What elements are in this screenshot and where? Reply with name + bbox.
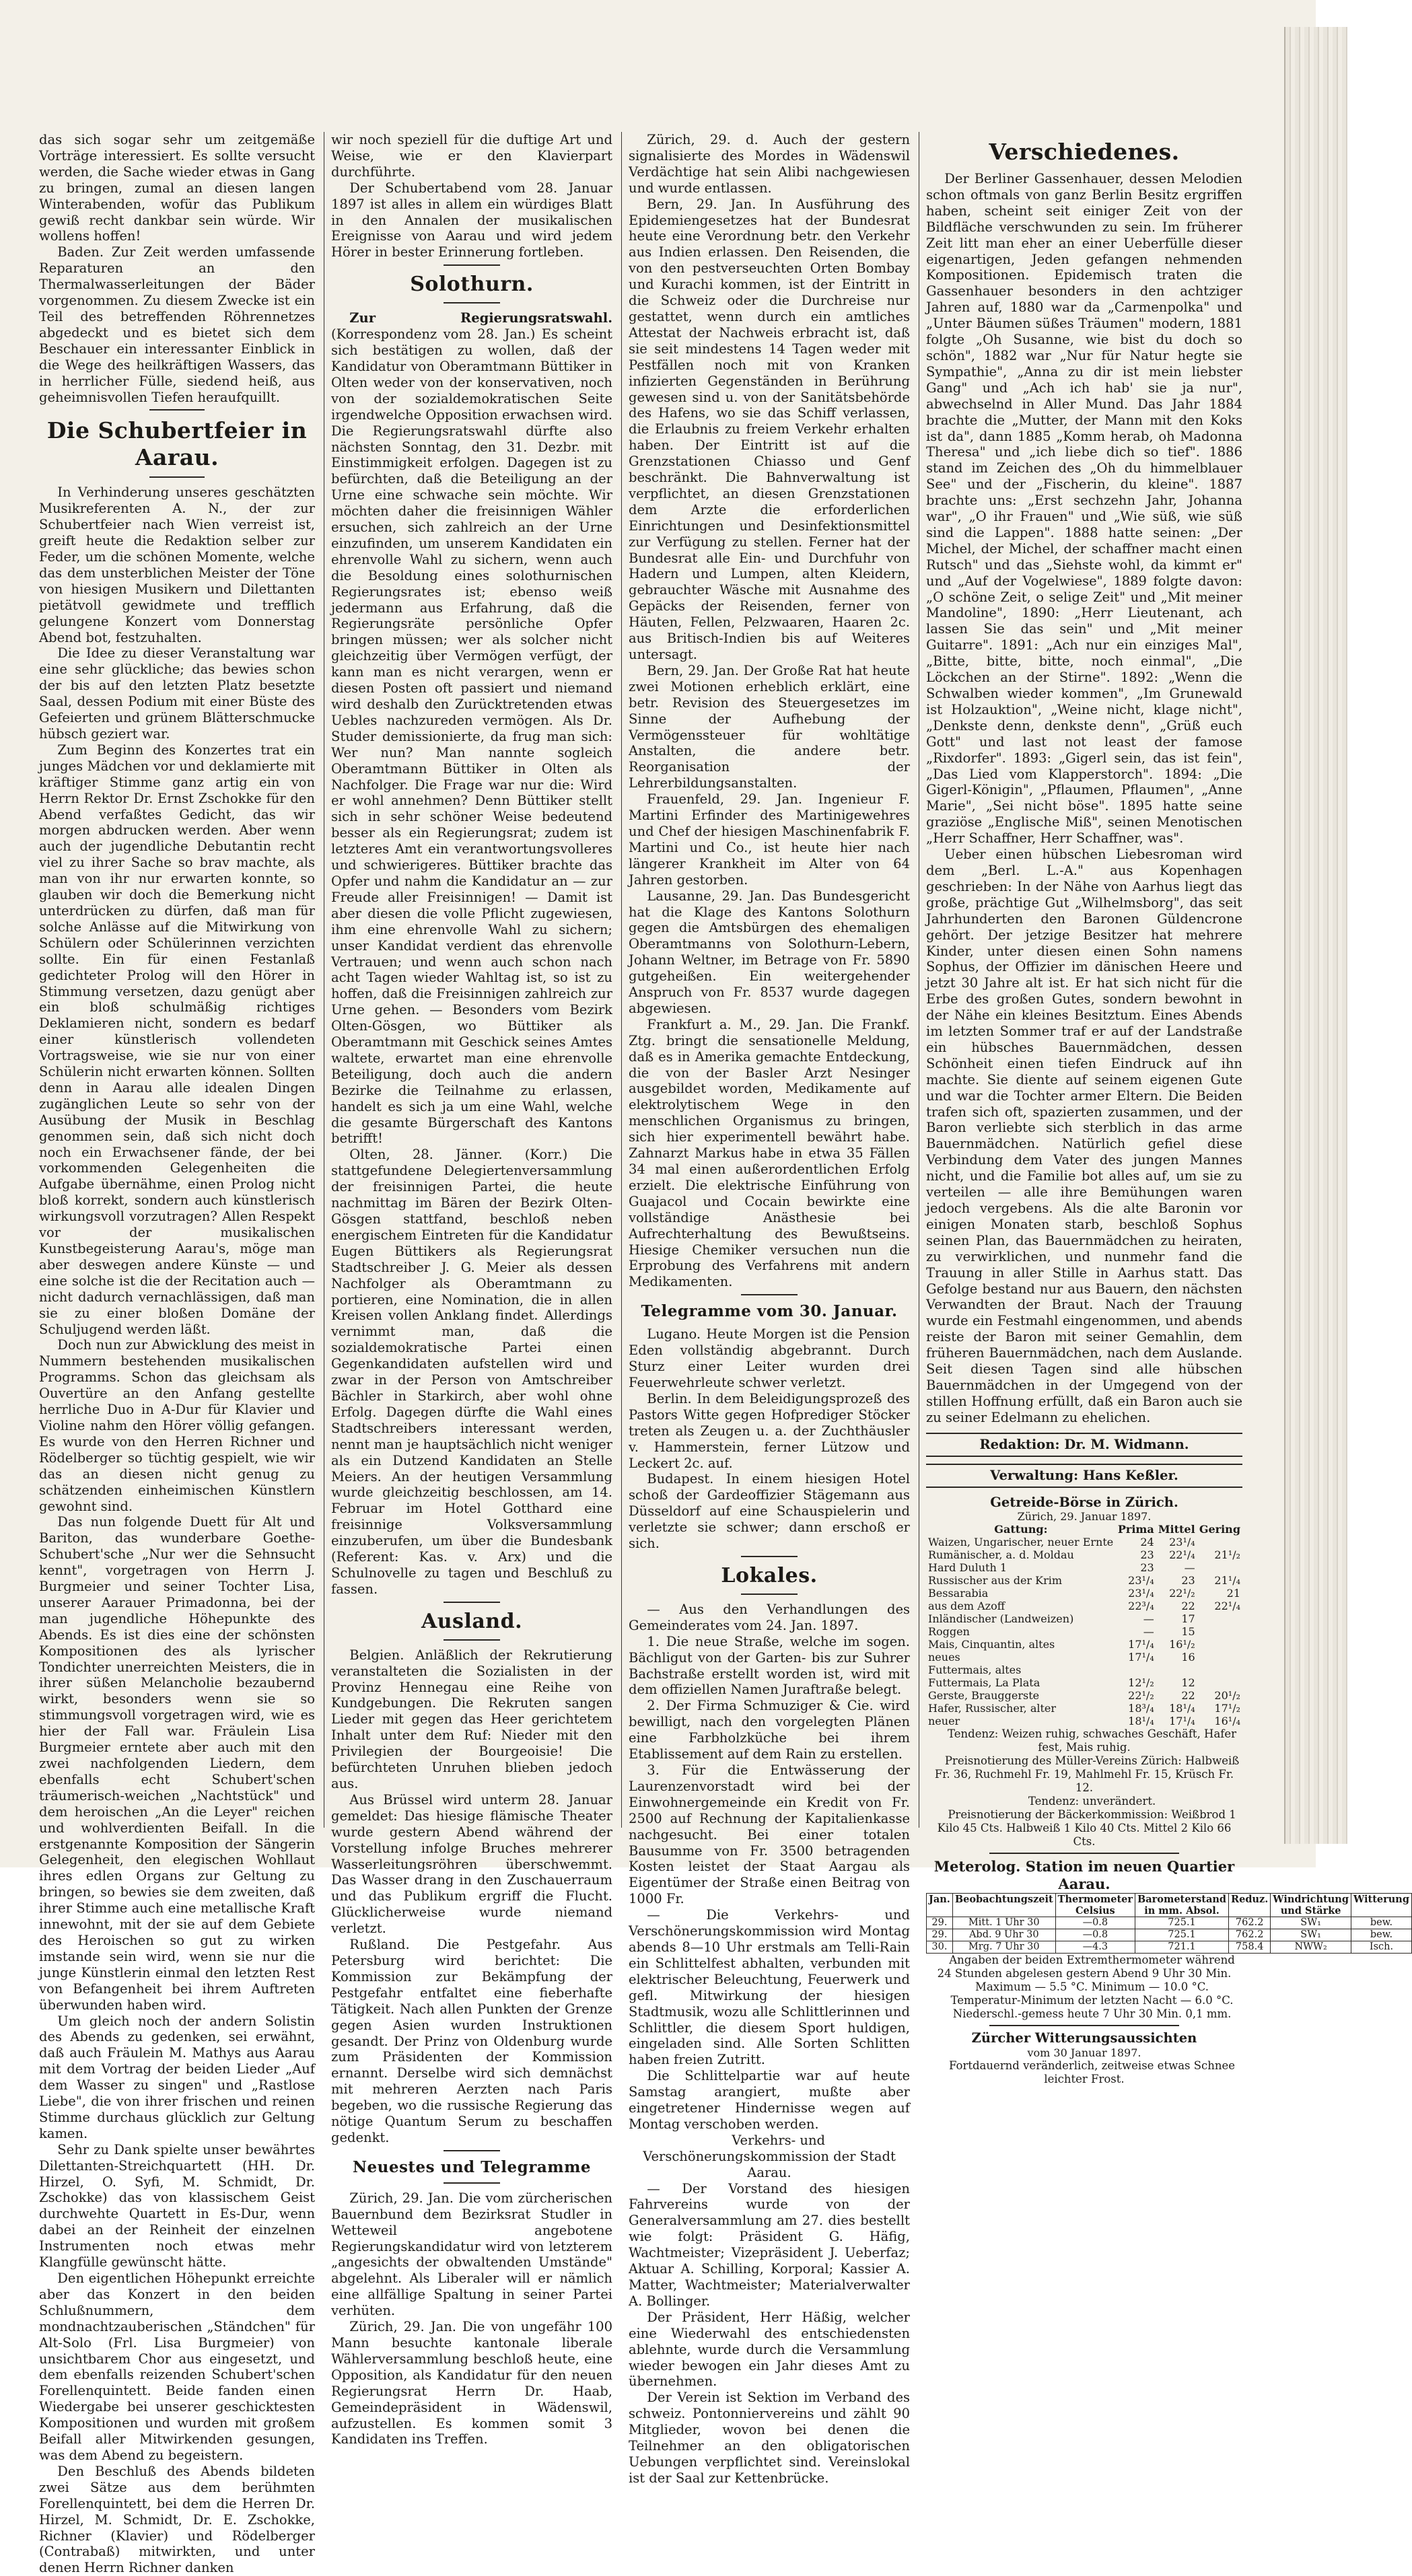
table-cell: 12	[1181, 1676, 1195, 1690]
table-header: Gattung:	[994, 1523, 1048, 1536]
paragraph: 1. Die neue Straße, welche im sogen. Bächligut von der Garten- bis zur Suhrer Bachstraße erstellt worden ist, wird mit dem offiziellen Namen Juraftraße belegt.	[629, 1633, 910, 1698]
table-cell: 22¹/₄	[1214, 1600, 1240, 1613]
table-cell	[1197, 1676, 1242, 1689]
table-cell: Futtermais, altes	[928, 1663, 1022, 1677]
table-cell: neuer	[928, 1715, 960, 1728]
table-cell: 30.	[927, 1941, 953, 1954]
paragraph: Sehr zu Dank spielte unser bewährtes Dilettanten-Streichquartett (HH. Dr. Hirzel, O. Syfi, M. Schmidt, Dr. Zschokke) das von klassischem Geist durchwehte Quartett in Es-Dur, wenn dabei an der Reinheit der einzelnen Instrumenten noch etwas mehr Klangfülle gewünscht hätte.	[39, 2141, 315, 2270]
table-cell: —	[1143, 1612, 1154, 1626]
paragraph: — Der Vorstand des hiesigen Fahrvereins wurde von der Generalversammlung am 27. dies bestellt wie folgt: Präsident G. Häfig, Wachtmeister; Vizepräsident J. Ueberfaz; Aktuar A. Schilling, Korporal; Kassier A. Matter, Wachtmeister; Materialverwalter A. Bollinger.	[629, 2180, 910, 2309]
table-cell	[1197, 1561, 1242, 1574]
section-title-telegramme: Telegramme vom 30. Januar.	[641, 1302, 898, 1321]
table-cell: 762.2	[1229, 1929, 1271, 1941]
divider	[444, 264, 500, 266]
table-row	[926, 1651, 1242, 1663]
paragraph: Berlin. In dem Beleidigungsprozeß des Pastors Witte gegen Hofprediger Stöcker treten als Zeugen u. a. der Zuchthäusler v. Hammerstein, ferner Lützow und Leckert 2c. auf.	[629, 1390, 910, 1471]
table-cell: 12¹/₂	[1128, 1676, 1154, 1690]
table-row	[926, 1625, 1242, 1638]
table-cell: 22	[1181, 1600, 1195, 1613]
paragraph: Zürich, 29. Jan. Die von ungefähr 100 Mann besuchte kantonale liberale Wählerversammlung beschloß heute, eine Opposition, als Kandidatur für den neuen Regierungsrat Herrn Dr. Haab, Gemeindepräsident in Wädenswil, aufzustellen. Es kommen somit 3 Kandidaten ins Treffen.	[331, 2319, 612, 2447]
meteo-note: Temperatur-Minimum der letzten Nacht — 6.0 °C.	[950, 1994, 1234, 2007]
divider	[444, 1639, 500, 1641]
table-cell: —0.8	[1055, 1929, 1135, 1941]
table-cell: Bessarabia	[928, 1587, 989, 1600]
paragraph-baden: Baden. Zur Zeit werden umfassende Reparaturen an den Thermalwasserleitungen der Bäder vorgenommen. Zu diesem Zwecke ist ein Teil des betreffenden Röhrennetzes abgedeckt und es bietet sich dem Beschauer ein interessanter Einblick in die Wege des heilkräftigen Wassers, das in herrlicher Fülle, siedend heiß, aus geheimnisvollen Tiefen heraufquillt.	[39, 244, 315, 405]
table-row	[927, 1917, 1412, 1929]
table-row	[926, 1663, 1242, 1676]
divider	[741, 1556, 798, 1557]
paragraph: Die Schlittelpartie war auf heute Samstag arangiert, mußte aber eingetretener Hindernisse wegen auf Montag verschoben werden.	[629, 2068, 910, 2132]
table-cell: —	[1143, 1625, 1154, 1639]
divider	[444, 2182, 500, 2184]
table-cell	[1197, 1663, 1242, 1676]
table-cell: 21¹/₂	[1214, 1548, 1240, 1562]
table-cell: 15	[1181, 1625, 1195, 1639]
meteo-table-body	[927, 1917, 1412, 1954]
table-cell: Gerste, Brauggerste	[928, 1689, 1040, 1703]
section-title-solothurn: Solothurn.	[410, 273, 534, 297]
bread-price-note: Preisnotierung der Bäckerkommission: Weißbrod 1 Kilo 45 Cts. Halbweiß 1 Kilo 40 Cts. Mittel 2 Kilo 66 Cts.	[937, 1808, 1236, 1849]
table-header: Gering	[1199, 1523, 1240, 1536]
table-row	[926, 1561, 1242, 1574]
paragraph: Den Beschluß des Abends bildeten zwei Sätze aus dem berühmten Forellenquintett, bei dem die Herren Dr. Hirzel, M. Schmidt, Dr. E. Zschokke, Richner (Klavier) und Rödelberger (Contrabaß) mitwirkten, und unter denen Herrn Richner danken	[39, 2463, 315, 2576]
paragraph: wir noch speziell für die duftige Art und Weise, wie er den Klavierpart durchführte.	[331, 132, 612, 180]
section-title-ausland: Ausland.	[421, 1609, 523, 1633]
column-4	[926, 132, 1409, 2086]
section-title-lokales: Lokales.	[721, 1563, 818, 1587]
table-cell: 23	[1181, 1574, 1195, 1587]
page-edge	[1284, 27, 1347, 1844]
table-cell: 24	[1140, 1536, 1154, 1549]
table-row	[926, 1536, 1242, 1548]
table-cell: aus dem Azoff	[928, 1600, 1005, 1613]
paragraph: — Aus den Verhandlungen des Gemeinderates vom 24. Jan. 1897.	[629, 1601, 910, 1633]
table-cell: 18¹/₄	[1169, 1702, 1195, 1715]
divider	[741, 1594, 798, 1595]
market-price-note: Preisnotierung des Müller-Vereins Zürich: Halbweiß Fr. 36, Ruchmehl Fr. 19, Mahlmehl Fr. 15, Krüsch Fr. 12.	[934, 1754, 1240, 1795]
meteo-note: Angaben der beiden Extremthermometer während 24 Stunden abgelesen gestern Abend 9 Uhr 30 Min.	[937, 1954, 1235, 1980]
table-cell: 23¹/₄	[1169, 1536, 1195, 1549]
table-header: Reduz.	[1229, 1894, 1271, 1917]
meteo-table	[926, 1893, 1412, 1954]
paragraph: Zürich, 29. Jan. Die vom zürcherischen Bauernbund dem Bezirksrat Studler in Wetteweil angebotene Regierungskandidatur wird von letzterem „angesichts der obwaltenden Umstände" abgelehnt. Als Liberaler will er nämlich eine allfällige Spaltung in seiner Partei verhüten.	[331, 2190, 612, 2319]
table-row	[926, 1600, 1242, 1612]
table-cell: 762.2	[1229, 1917, 1271, 1929]
forecast-date: vom 30 Januar 1897.	[1027, 2046, 1141, 2060]
market-title: Getreide-Börse in Zürich.	[990, 1494, 1178, 1510]
table-cell: 18¹/₄	[1128, 1715, 1154, 1728]
table-cell: —4.3	[1055, 1941, 1135, 1954]
paragraph: Bern, 29. Jan. In Ausführung des Epidemiengesetzes hat der Bundesrat heute eine Verordnung betr. den Verkehr aus Indien erlassen. Den Reisenden, die von den pestverseuchten Orten Bombay und Kurachi kommen, ist der Eintritt in die Schweiz oder die Durchreise nur gestattet, wenn durch ein amtliches Attestat der Nachweis erbracht ist, daß sie seit mindestens 14 Tagen weder mit Pestfällen noch mit von Kranken infizierten Gegenständen in Berührung gewesen sind u. von der Sanitätsbehörde des Hafens, wo sie das Schiff verlassen, die Erlaubnis zu freiem Verkehr erhalten haben. Der Eintritt ist auf die Grenzstationen Chiasso und Genf beschränkt. Die Bahnverwaltung ist verpflichtet, an diesen Grenzstationen dem Arzte die erforderlichen Einrichtungen und Desinfektionsmittel zur Verfügung zu stellen. Ferner hat der Bundesrat alle Ein- und Durchfuhr von Hadern und Lumpen, alten Kleidern, gebrauchter Wäsche mit Ausnahme des Gepäcks der Reisenden, ferner von Häuten, Fellen, Pelzwaaren, Haaren 2c. aus Britisch-Indien bis auf Weiteres untersagt.	[629, 196, 910, 662]
paragraph-olten: Olten, 28. Jänner. (Korr.) Die stattgefundene Delegiertenversammlung der freisinnigen Partei, die heute nachmittag im Bären der Bezirk Olten-Gösgen stattfand, beschloß neben energischem Eintreten für die Kandidatur Eugen Büttikers als Regierungsrat Stadtschreiber J. G. Meier als dessen Nachfolger als Oberamtmann zu portieren, eine Nomination, die in allen Kreisen vollen Anklang findet. Allerdings vernimmt man, daß die sozialdemokratische Partei einen Gegenkandidaten aufstellen wird und zwar in der Person von Amtschreiber Bächler in Starkirch, aber wohl ohne Erfolg. Dagegen dürfte die Wahl eines Stadtschreibers interessant werden, nennt man je hauptsächlich nicht weniger als ein Dutzend Kandidaten an Stelle Meiers. An der heutigen Versammlung wurde gleichzeitig beschlossen, am 14. Februar im Hotel Gotthard eine freisinnige Volksversammlung einzuberufen, um über die Bundesbank (Referent: Kas. v. Arx) und die Schulnovelle zu tagen und Beschluß zu fassen.	[331, 1147, 612, 1597]
table-cell: 17	[1181, 1612, 1195, 1626]
article-title-schubertfeier: Die Schubertfeier in Aarau.	[46, 417, 308, 471]
paragraph: Frauenfeld, 29. Jan. Ingenieur F. Martini Erfinder des Martinigewehres und Chef der hiesigen Maschinenfabrik F. Martini und Co., ist heute hier nach längerer Krankheit im Alter von 64 Jahren gestorben.	[629, 791, 910, 888]
table-cell	[1197, 1651, 1242, 1663]
table-cell	[1116, 1663, 1156, 1676]
table-row	[926, 1587, 1242, 1600]
paragraph: In Verhinderung unseres geschätzten Musikreferenten A. N., der zur Schubertfeier nach Wien verreist ist, greift heute die Redaktion selber zur Feder, um die schönen Momente, welche das dem unsterblichen Meister der Töne von hiesigen Musikern und Dilettanten pietätvoll gewidmete und trefflich gelungene Konzert vom Donnerstag Abend bot, festzuhalten.	[39, 485, 315, 645]
table-cell: Abd. 9 Uhr 30	[952, 1929, 1055, 1941]
column-3	[629, 132, 910, 2486]
paragraph: Budapest. In einem hiesigen Hotel schoß der Gardeoffizier Stägemann aus Düsseldorf auf eine Schauspielerin und verletzte sie schwer; dann erschoß er sich.	[629, 1471, 910, 1552]
table-cell: Russischer aus der Krim	[928, 1574, 1063, 1587]
table-cell: 23	[1140, 1561, 1154, 1575]
table-cell: —	[1184, 1561, 1195, 1575]
administration-line: Verwaltung: Hans Keßler.	[926, 1464, 1242, 1488]
table-cell: Mrg. 7 Uhr 30	[952, 1941, 1055, 1954]
table-row	[927, 1929, 1412, 1941]
market-table-body	[926, 1536, 1242, 1727]
table-cell: NWW₂	[1271, 1941, 1351, 1954]
column-2	[331, 132, 612, 2447]
market-tendency-2: Tendenz: unverändert.	[1028, 1795, 1156, 1808]
table-cell: 23	[1140, 1548, 1154, 1562]
table-header: Barometerstand in mm. Absol.	[1135, 1894, 1229, 1917]
paragraph: Der Präsident, Herr Häßig, welcher eine Wiederwahl des entschiedensten ablehnte, wurde durch die Versammlung wieder bewogen ein Jahr dieses Amt zu übernehmen.	[629, 2309, 910, 2390]
divider	[149, 409, 205, 410]
table-cell: Hafer, Russischer, alter	[928, 1702, 1057, 1715]
paragraph: Aus Brüssel wird unterm 28. Januar gemeldet: Das hiesige flämische Theater wurde gestern Abend während der Vorstellung infolge Bruches mehrerer Wasserleitungsröhren überschwemmt. Das Wasser drang in den Zuschauerraum und das Publikum ergriff die Flucht. Glücklicherweise wurde niemand verletzt.	[331, 1791, 612, 1937]
table-cell: 16	[1181, 1651, 1195, 1664]
paragraph: — Die Verkehrs- und Verschönerungskommission wird Montag abends 8—10 Uhr erstmals am Telli-Rain ein Schlittelfest abhalten, verbunden mit elektrischer Beleuchtung, Feuerwerk und gefl. Mitwirkung der hiesigen Stadtmusik, wozu alle Schlittlerinnen und Schlittler, die diesem Sport huldigen, eingeladen sind. Alle Sorten Schlitten haben freien Zutritt.	[629, 1907, 910, 2068]
table-cell: SW₁	[1271, 1929, 1351, 1941]
table-cell: 758.4	[1229, 1941, 1271, 1954]
table-cell: 23¹/₄	[1128, 1587, 1154, 1600]
table-cell: 23¹/₄	[1128, 1574, 1154, 1587]
table-cell: 29.	[927, 1929, 953, 1941]
table-header: Prima	[1117, 1523, 1154, 1536]
table-cell: Rumänischer, a. d. Moldau	[928, 1548, 1074, 1562]
divider	[149, 476, 205, 478]
table-cell: neues	[928, 1651, 960, 1664]
section-title-neuestes: Neuestes und Telegramme	[352, 2157, 592, 2176]
divider	[989, 2025, 1179, 2026]
paragraph-belgien: Belgien. Anläßlich der Rekrutierung veranstalteten die Sozialisten in der Provinz Hennegau eine Reihe von Kundgebungen. Die Rekruten sangen Lieder mit gegen das Heer gerichtetem Inhalt unter dem Ruf: Nieder mit den Privilegien der Bourgeoisie! Die befürchteten Unruhen blieben jedoch aus.	[331, 1647, 612, 1791]
meteo-note: Maximum — 5.5 °C. Minimum — 10.0 °C.	[975, 1980, 1209, 1994]
divider	[444, 2150, 500, 2151]
signature: Verkehrs- und Verschönerungskommission der Stadt Aarau.	[643, 2132, 896, 2180]
divider	[989, 1853, 1179, 1854]
paragraph: Ueber einen hübschen Liebesroman wird dem „Berl. L.-A." aus Kopenhagen geschrieben: In der Nähe von Aarhus liegt das große, prächtige Gut „Wilhelmsborg", das seit Jahrhunderten den Baronen Güldencrone gehört. Der jetzige Besitzer hat mehrere Kinder, unter diesen einen Sohn namens Sophus, der Offizier im dänischen Heere und jetzt 30 Jahre alt ist. Er hat sich nicht für die Erbe des großen Gutes, sondern bewohnt in der Nähe ein kleines Besitztum. Eines Abends im letzten Sommer traf er auf der Landstraße ein hübsches Bauernmädchen, dessen Schönheit einen tiefen Eindruck auf ihn machte. Sie diente auf seinem eigenen Gute und war die Tochter armer Eltern. Die Beiden trafen sich oft, spazierten zusammen, und der Baron verliebte sich sterblich in das arme Bauernmädchen. Natürlich gefiel diese Verbindung dem Vater des jungen Mannes nicht, und die Familie bot alles auf, um sie zu verteilen — alle ihre Bemühungen waren jedoch vergebens. Als die alte Baronin vor einigen Monaten starb, beschloß Sophus seinen Plan, das Bauernmädchen zu heiraten, zu verwirklichen, und nunmehr fand die Trauung in aller Stille in Aarhus statt. Das Gefolge bestand nur aus Bauern, den nächsten Verwandten der Braut. Nach der Trauung wurde ein Festmahl eingenommen, und abends reiste der Baron mit seiner Gemahlin, dem früheren Bauernmädchen, nach dem Auslande. Seit diesen Tagen sind alle hübschen Bauernmädchen in der Umgegend von der stillen Hoffnung erfüllt, daß ein Baron auch sie zu seiner Edelmann zu ehelichen.	[926, 847, 1242, 1425]
table-row	[926, 1715, 1242, 1727]
table-header: Beobachtungszeit	[952, 1894, 1055, 1917]
table-cell: 17¹/₄	[1128, 1638, 1154, 1651]
table-cell: Futtermais, La Plata	[928, 1676, 1040, 1690]
paragraph: Zürich, 29. d. Auch der gestern signalisierte des Mordes in Wädenswil Verdächtige hat sein Alibi nachgewiesen und wurde entlassen.	[629, 132, 910, 196]
table-cell: SW₁	[1271, 1917, 1351, 1929]
paragraph: 2. Der Firma Schmuziger & Cie. wird bewilligt, nach den vorgelegten Plänen eine Farbholzküche bei ihrem Etablissement auf dem Rain zu erstellen.	[629, 1698, 910, 1762]
paragraph: Der Berliner Gassenhauer, dessen Melodien schon oftmals von ganz Berlin Besitz ergriffen haben, scheint seit einiger Zeit von der Bildfläche verschwunden zu sein. Im früherer Zeit litt man eher an einer Ueberfülle dieser eigenartigen, Jeden gefangen nehmenden Kompositionen. Epidemisch traten die Gassenhauer besonders in den achtziger Jahren auf, 1880 war da „Carmenpolka" und „Unter Bäumen süßes Träumen" modern, 1881 folgte „Oh Susanne, wie bist du doch so schön", 1882 war „Nur für Natur hegte sie Sympathie", „Anna zu dir ist mein liebster Gang" und „Ach ich hab' sie ja nur", abwechselnd in Aller Mund. Das Jahr 1884 brachte die „Mutter, der Mann mit den Koks ist da", dann 1885 „Komm herab, oh Madonna Theresa" und „ich liebe dich so tief". 1886 stand im Zeichen des „Oh du himmelblauer See" und der „Fischerin, du kleine". 1887 brachte uns: „Erst sechzehn Jahr, Johanna war", „O ihr Frauen" und „Wie süß, wie süß sind die Lappen". 1888 hatte seinen: „Der Michel, der Michel, der schaffner macht einen Rutsch" und das „Siehste wohl, da kimmt er" und „Auf der Vogelwiese", 1889 folgte davon: „O schöne Zeit, o selige Zeit" und „Mit meiner Mandoline", 1890: „Herr Lieutenant, ach lassen Sie das sein" und „Mit meiner Guitarre". 1891: „Ach nur ein einziges Mal", „Bitte, bitte, bitte, noch einmal", „Die Löckchen an der Stirne". 1892: „Wenn die Schwalben wieder kommen", „Im Grunewald ist Holzauktion", „Weine nicht, klage nicht", „Denkste denn, denkste denn", „Grüß euch Gott" und last not least der famose „Rixdorfer". 1893: „Gigerl sein, das ist fein", „Das Lied vom Klapperstorch". 1894: „Die Gigerl-Königin", „Pflaumen, Pflaumen", „Anne Marie", „Sei nicht böse". 1895 hatte seine graziöse „Englische Miß", seinen Menotischen „Herr Schaffner, Herr Schaffner, was".	[926, 171, 1242, 847]
table-cell: 725.1	[1135, 1917, 1229, 1929]
paragraph-russland: Rußland. Die Pestgefahr. Aus Petersburg wird berichtet: Die Kommission zur Bekämpfung der Pestgefahr entfaltet eine fieberhafte Tätigkeit. Nach allen Punkten der Grenze gegen Asien wurden Instruktionen gesandt. Der Prinz von Oldenburg wurde zum Präsidenten der Kommission ernannt. Derselbe wird sich demnächst mit mehreren Aerzten nach Paris begeben, wo die russische Regierung das nötige Quantum Serum zu beschaffen gedenkt.	[331, 1937, 612, 2145]
table-row	[926, 1676, 1242, 1689]
table-row	[926, 1612, 1242, 1625]
table-cell	[1197, 1638, 1242, 1651]
table-cell: 29.	[927, 1917, 953, 1929]
divider	[444, 302, 500, 303]
table-cell: Mais, Cinquantin, altes	[928, 1638, 1055, 1651]
forecast-title: Zürcher Witterungsaussichten	[971, 2030, 1197, 2046]
market-table	[926, 1523, 1242, 1727]
table-header: Witterung	[1351, 1894, 1411, 1917]
paragraph: Das nun folgende Duett für Alt und Bariton, das wunderbare Goethe-Schubert'sche „Nur wer die Sehnsucht kennt", vorgetragen von Herrn J. Burgmeier und seiner Tochter Lisa, unserer Aarauer Primadonna, bei der man jugendliche Höhepunkte des Abends. Es ist dies eine der schönsten Kompositionen des als lyrischer Tondichter unerreichten Meisters, die in ihrer süßen Melancholie bezaubernd wirkt, besonders wenn sie so stimmungsvoll vorgetragen wird, wie es hier der Fall war. Fräulein Lisa Burgmeier erntete aber auch mit den zwei nachfolgenden Liedern, dem ebenfalls echt Schubert'schen träumerisch-weichen „Nachtstück" und dem heroischen „An die Leyer" reichen und wohlverdienten Beifall. In die erstgenannte Komposition der Sängerin Gelegenheit, den elegischen Wohllaut ihres edlen Organs zur Geltung zu bringen, so bewies sie dem zweiten, daß ihrer Stimme auch eine metallische Kraft innewohnt, mit der sie auf dem Gebiete des Heroischen so gut zu wirken imstande sein wird, wenn sie nur die junge Künstlerin einmal den letzten Rest von Befangenheit bei ihrem Auftreten überwunden haben wird.	[39, 1514, 315, 2013]
paragraph: Lausanne, 29. Jan. Das Bundesgericht hat die Klage des Kantons Solothurn gegen die Amtsbürgen des ehemaligen Oberamtmanns von Solothurn-Lebern, Johann Weltner, im Betrage von Fr. 5890 gutgeheißen. Ein weitergehender Anspruch von Fr. 8537 wurde dagegen abgewiesen.	[629, 888, 910, 1016]
table-row	[927, 1941, 1412, 1954]
paragraph: Doch nun zur Abwicklung des meist in Nummern bestehenden musikalischen Programms. Schon das gleichsam als Ouvertüre an den Anfang gestellte herrliche Duo in A-Dur für Klavier und Violine nahm den Hörer völlig gefangen. Es wurde von den Herren Richner und Rödelberger so tüchtig gespielt, wie wir das an diesen nicht genug zu schätzenden einheimischen Künstlern gewohnt sind.	[39, 1337, 315, 1514]
meteo-title: Meterolog. Station im neuen Quartier Aarau.	[933, 1858, 1235, 1893]
paragraph: Der Schubertabend vom 28. Januar 1897 ist alles in allem ein würdiges Blatt in den Annalen der musikalischen Ereignisse von Aarau und wird jedem Hörer in bester Erinnerung fortleben.	[331, 180, 612, 260]
table-header: Jan.	[927, 1894, 953, 1917]
table-row	[926, 1702, 1242, 1715]
paragraph: Den eigentlichen Höhepunkt erreichte aber das Konzert in den beiden Schlußnummern, dem mondnachtzauberischen „Ständchen" für Alt-Solo (Frl. Lisa Burgmeier) von unsichtbarem Chor aus eingesetzt, und dem ebenfalls reizenden Schubert'schen Forellenquintett. Beide fanden einen Wiedergabe bei unserer geschicktesten Kompositionen und wurden mit großem Beifall aller Mitwirkenden gesungen, was dem Abend zu begeistern.	[39, 2270, 315, 2463]
table-cell: 17¹/₄	[1169, 1715, 1195, 1728]
table-header: Windrichtung und Stärke	[1271, 1894, 1351, 1917]
market-tendency: Tendenz: Weizen ruhig, schwaches Geschäft, Hafer fest, Mais ruhig.	[948, 1727, 1237, 1754]
table-cell: Mitt. 1 Uhr 30	[952, 1917, 1055, 1929]
table-cell: —0.8	[1055, 1917, 1135, 1929]
paragraph: das sich sogar sehr um zeitgemäße Vorträge interessiert. Es sollte versucht werden, die Sache wieder etwas in Gang zu bringen, zumal an diesen langen Winterabenden, wofür das Publikum gewiß recht dankbar sein würde. Wir wollens hoffen!	[39, 132, 315, 244]
table-header: Thermometer Celsius	[1055, 1894, 1135, 1917]
table-cell: 721.1	[1135, 1941, 1229, 1954]
column-rule	[621, 132, 622, 1828]
page-content	[39, 132, 1409, 2576]
paragraph: Lugano. Heute Morgen ist die Pension Eden vollständig abgebrannt. Durch Sturz einer Leiter wurden drei Feuerwehrleute schwer verletzt.	[629, 1326, 910, 1390]
table-cell: Hard Duluth 1	[928, 1561, 1008, 1575]
paragraph: Um gleich noch der andern Solistin des Abends zu gedenken, sei erwähnt, daß auch Fräulein M. Mathys aus Aarau mit dem Vortrag der beiden Lieder „Auf dem Wasser zu singen" und „Rastlose Liebe", die von ihrer frischen und reinen Stimme durchaus glücklich zur Geltung kamen.	[39, 2013, 315, 2141]
section-title-verschiedenes: Verschiedenes.	[989, 139, 1180, 165]
table-cell: 22¹/₂	[1169, 1587, 1195, 1600]
table-cell: 16¹/₂	[1169, 1638, 1195, 1651]
table-cell: 22³/₄	[1128, 1600, 1154, 1613]
table-cell: bew.	[1351, 1917, 1411, 1929]
table-cell	[1197, 1536, 1242, 1548]
table-cell: 17¹/₄	[1128, 1651, 1154, 1664]
table-cell: 22¹/₄	[1169, 1548, 1195, 1562]
table-cell: 725.1	[1135, 1929, 1229, 1941]
paragraph: Bern, 29. Jan. Der Große Rat hat heute zwei Motionen erheblich erklärt, eine betr. Revision des Steuergesetzes im Sinne der Aufhebung der Vermögenssteuer für wohltätige Anstalten, die andere betr. Reorganisation der Lehrerbildungsanstalten.	[629, 662, 910, 791]
table-cell: bew.	[1351, 1929, 1411, 1941]
table-row	[926, 1548, 1242, 1561]
table-cell: 22¹/₂	[1128, 1689, 1154, 1703]
meteo-note: Niederschl.-gemess heute 7 Uhr 30 Min. 0,1 mm.	[952, 2007, 1232, 2021]
divider	[741, 1294, 798, 1295]
table-cell: Isch.	[1351, 1941, 1411, 1954]
table-cell: 21¹/₄	[1214, 1574, 1240, 1587]
table-row	[926, 1574, 1242, 1587]
forecast-text: Fortdauernd veränderlich, zeitweise etwas Schnee leichter Frost.	[949, 2059, 1236, 2086]
table-row	[926, 1638, 1242, 1651]
table-cell: 16¹/₄	[1214, 1715, 1240, 1728]
table-cell: Roggen	[928, 1625, 970, 1639]
table-cell	[1197, 1612, 1242, 1625]
subheading: Zur Regierungsratswahl.	[349, 310, 612, 326]
market-date: Zürich, 29. Januar 1897.	[1017, 1510, 1152, 1524]
table-row	[926, 1689, 1242, 1702]
table-cell: Waizen, Ungarischer, neuer Ernte	[928, 1536, 1114, 1549]
paragraph: Frankfurt a. M., 29. Jan. Die Frankf. Ztg. bringt die sensationelle Meldung, daß es in Amerika gemachte Entdeckung, die von der Basler Arzt Nesinger ausgebildet worden, Medikamente auf elektrolytischem Wege in den menschlichen Organismus zu bringen, sich hier experimentell bewährt habe. Zahnarzt Markus habe in etwa 35 Fällen 34 mal einen außerordentlichen Erfolg erzielt. Die elektrische Einführung von Guajacol und Cocain bewirkte eine vollständige Anästhesie bei Aufrechterhaltung des Bewußtseins. Hiesige Chemiker versuchen nun die Erprobung des Verfahrens mit andern Medikamenten.	[629, 1016, 910, 1290]
table-cell: Inländischer (Landweizen)	[928, 1612, 1074, 1626]
editor-line: Redaktion: Dr. M. Widmann.	[926, 1433, 1242, 1457]
divider	[444, 1602, 500, 1603]
table-header: Mittel	[1158, 1523, 1195, 1536]
table-cell: 18³/₄	[1128, 1702, 1154, 1715]
column-1	[39, 132, 315, 2576]
paragraph: (Korrespondenz vom 28. Jan.) Es scheint sich bestätigen zu wollen, daß der Kandidatur von Oberamtmann Büttiker in Olten weder von der konservativen, noch von der sozialdemokratischen Seite irgendwelche Opposition erwachsen wird. Die Regierungsratswahl dürfte also nächsten Sonntag, den 31. Dezbr. mit Einstimmigkeit erfolgen. Dagegen ist zu befürchten, daß die Beteiligung an der Urne eine schwache sein möchte. Wir möchten daher die freisinnigen Wähler ersuchen, sich zahlreich an der Urne einzufinden, um unserem Kandidaten ein ehrenvolle Wahl zu sichern, wenn auch die Besoldung eines solothurnischen Regierungsrates ist; ebenso weiß jedermann aus Erfahrung, daß die Regierungsräte persönliche Opfer bringen müssen; wer als solcher nicht gleichzeitig über Vermögen verfügt, der kann man es nicht verargen, wenn er diesen Posten oft passiert und niemand wird deshalb den Zurücktretenden etwas Uebles nachzureden vermögen. Als Dr. Studer demissionierte, da frug man sich: Wer nun? Man nannte sogleich Oberamtmann Büttiker in Olten als Nachfolger. Die Frage war nur die: Wird er wohl annehmen? Denn Büttiker stellt sich in sehr schöner Weise bedeutend besser als ein Regierungsrat; zudem ist letzteres Amt ein verantwortungsvolleres und schwierigeres. Büttiker brachte das Opfer und nahm die Kandidatur an — zur Freude aller Freisinnigen! — Damit ist aber diesen die volle Pflicht zugewiesen, ihm eine ehrenvolle Wahl zu sichern; unser Kandidat verdient das ehrenvolle Vertrauen; und wenn auch schon nach acht Tagen wieder Wahltag ist, so ist zu hoffen, daß die Freisinnigen zahlreich zur Urne gehen. — Besonders vom Bezirk Olten-Gösgen, wo Büttiker als Oberamtmann mit Geschick seines Amtes waltete, erwartet man eine ehrenvolle Beteiligung, doch auch die andern Bezirke die Teilnahme zu erlassen, handelt es sich ja um eine Wahl, welche die gesamte Bürgerschaft des Kantons betrifft!	[331, 326, 612, 1147]
table-cell: 20¹/₂	[1214, 1689, 1240, 1703]
paragraph: Der Verein ist Sektion im Verband des schweiz. Pontonniervereins und zählt 90 Mitglieder, wovon bei denen die Teilnehmer an den obligatorischen Uebungen verpflichtet sind. Vereinslokal ist der Saal zur Kettenbrücke.	[629, 2390, 910, 2486]
table-cell	[1197, 1625, 1242, 1638]
paragraph: Die Idee zu dieser Veranstaltung war eine sehr glückliche; das bewies schon der bis auf den letzten Platz besetzte Saal, dessen Podium mit einer Büste des Gefeierten und grünem Blätterschmucke hübsch geziert war.	[39, 645, 315, 742]
table-cell: 17¹/₂	[1214, 1702, 1240, 1715]
table-cell: 22	[1181, 1689, 1195, 1703]
paragraph: 3. Für die Entwässerung der Laurenzenvorstadt wird bei der Einwohnergemeinde ein Kredit von Fr. 2500 auf Rechnung der Kapitalienkasse nachgesucht. Bei einer totalen Bausumme von Fr. 3500 betragenden Kosten leistet der Staat Aargau als Eigentümer der Straße einen Beitrag von 1000 Fr.	[629, 1762, 910, 1907]
paragraph: Zum Beginn des Konzertes trat ein junges Mädchen vor und deklamierte mit kräftiger Stimme ganz artig ein von Herrn Rektor Dr. Ernst Zschokke für den Abend verfaßtes Gedicht, das wir morgen abdrucken werden. Aber wenn auch der jugendliche Debutantin recht viel zu ihrer Sache so brav machte, als man von ihr nur erwarten konnte, so glauben wir doch die Bemerkung nicht unterdrücken zu dürfen, daß man für solche Anlässe auf die Mitwirkung von Schülern oder Schülerinnen verzichten sollte. Ein für einen Festanlaß gedichteter Prolog will den Hörer in Stimmung versetzen, dazu genügt aber ein bloß schulmäßig richtiges Deklamieren nicht, sondern es bedarf einer künstlerisch vollendeten Vortragsweise, wie sie nur von einer Schülerin nicht erwarten können. Sollten denn in Aarau alle idealen Dingen zugänglichen Leute so sehr von der Ausübung der Musik in Beschlag genommen sein, daß sich nicht doch noch ein Erwachsener fände, der bei vorkommenden Gelegenheiten die Aufgabe übernähme, einen Prolog nicht bloß korrekt, sondern auch künstlerisch wirkungsvoll vorzutragen? Allen Respekt vor der musikalischen Kunstbegeisterung Aarau's, möge man aber deswegen andere Künste — und eine solche ist die der Recitation auch — nicht dadurch vernachlässigen, daß man sie zu einer bloßen Domäne der Schuljugend werden läßt.	[39, 742, 315, 1337]
table-cell	[1156, 1663, 1197, 1676]
table-cell: 21	[1226, 1587, 1240, 1600]
